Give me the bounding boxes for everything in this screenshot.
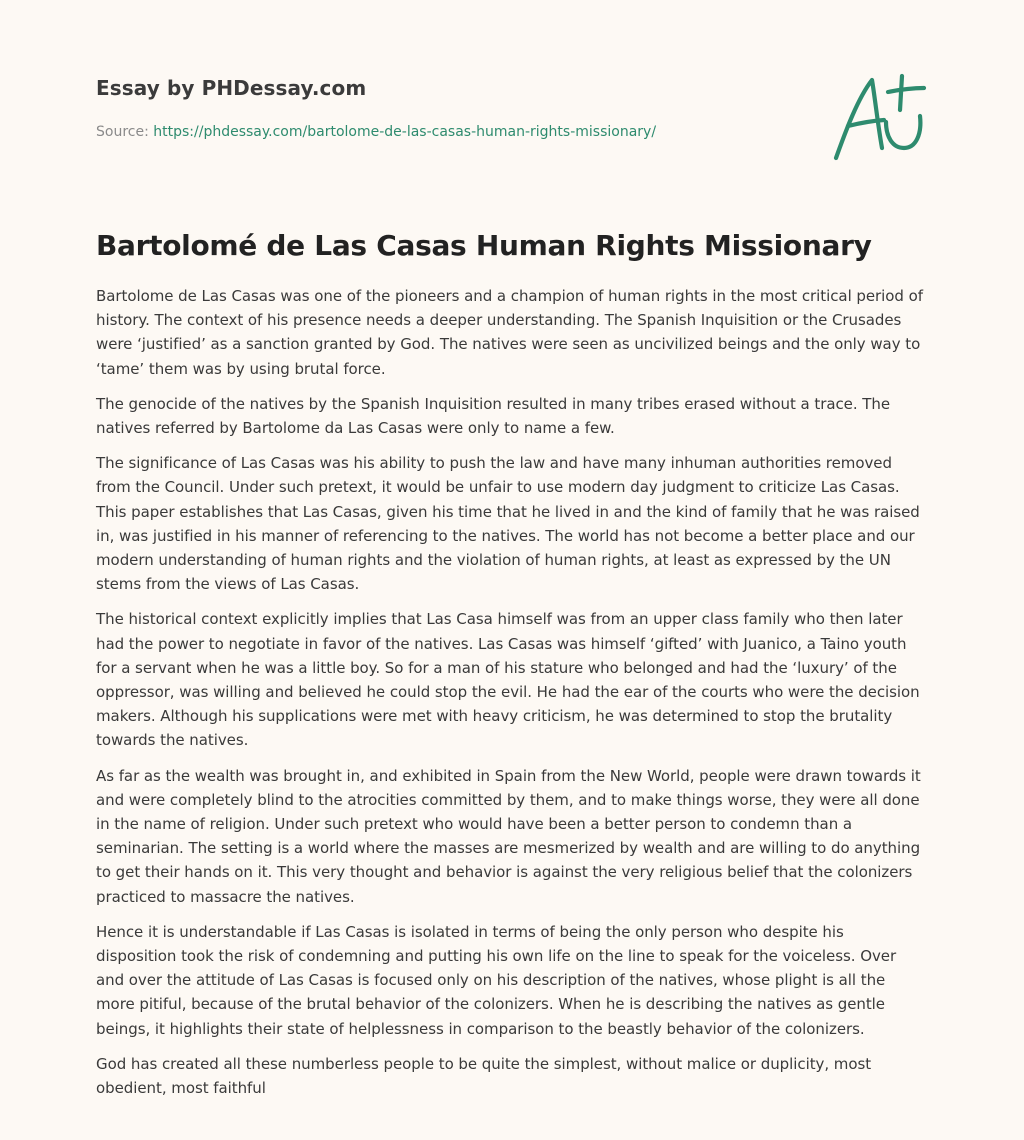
essay-paragraph: God has created all these numberless people to be quite the simplest, without malice or duplicity, most obedient, most faithful [96,1054,872,1098]
a-plus-logo-icon [828,68,930,164]
essay-paragraph: Bartolome de Las Casas was one of the pioneers and a champion of human rights in the most critical period of history. The context of his presence needs a deeper understanding. The Spanish Inquisition or the Crusades were ‘justified’ as a sanction granted by God. The natives were seen as uncivilized beings and the only way to ‘tame’ them was by using brutal force. [96,287,923,378]
brand-title: Essay by PHDessay.com [96,76,367,100]
essay-paragraph: The genocide of the natives by the Spanish Inquisition resulted in many tribes erased without a trace. The natives referred by Bartolome da Las Casas were only to name a few. [96,394,891,438]
essay-paragraph: As far as the wealth was brought in, and exhibited in Spain from the New World, people were drawn towards it and were completely blind to the atrocities committed by them, and to make things worse, they were all done in the name of religion. Under such pretext who would have been a better person to condemn than a seminarian. The setting is a world where the masses are mesmerized by wealth and are willing to do anything to get their hands on it. This very thought and behavior is against the very religious belief that the colonizers practiced to massacre the natives. [96,766,921,906]
essay-paragraph: Hence it is understandable if Las Casas is isolated in terms of being the only person who despite his disposition took the risk of condemning and putting his own life on the line to speak for the voiceless. Over and over the attitude of Las Casas is focused only on his description of the natives, whose plight is all the more pitiful, because of the brutal behavior of the colonizers. When he is describing the natives as gentle beings, it highlights their state of helplessness in comparison to the beastly behavior of the colonizers. [96,922,897,1038]
source-link[interactable]: https://phdessay.com/bartolome-de-las-casas-human-rights-missionary/ [153,124,657,140]
essay-paragraph: The significance of Las Casas was his ability to push the law and have many inhuman authorities removed from the Council. Under such pretext, it would be unfair to use modern day judgment to criticize Las Casas. This paper establishes that Las Casas, given his time that he lived in and the kind of family that he was raised in, was justified in his manner of referencing to the natives. The world has not become a better place and our modern understanding of human rights and the violation of human rights, at least as expressed by the UN stems from the views of Las Casas. [96,454,920,594]
source-label: Source: [96,124,154,140]
essay-paragraph: The historical context explicitly implies that Las Casa himself was from an upper class family who then later had the power to negotiate in favor of the natives. Las Casas was himself ‘gifted’ with Juanico, a Taino youth for a servant when he was a little boy. So for a man of his stature who belonged and had the ‘luxury’ of the oppressor, was willing and believed he could stop the evil. He had the ear of the courts who were the decision makers. Although his supplications were met with heavy criticism, he was determined to stop the brutality towards the natives. [96,610,920,750]
essay-body [96,284,928,1100]
essay-title: Bartolomé de Las Casas Human Rights Missionary [96,229,872,262]
page-header [96,0,928,200]
source-line [96,124,656,140]
